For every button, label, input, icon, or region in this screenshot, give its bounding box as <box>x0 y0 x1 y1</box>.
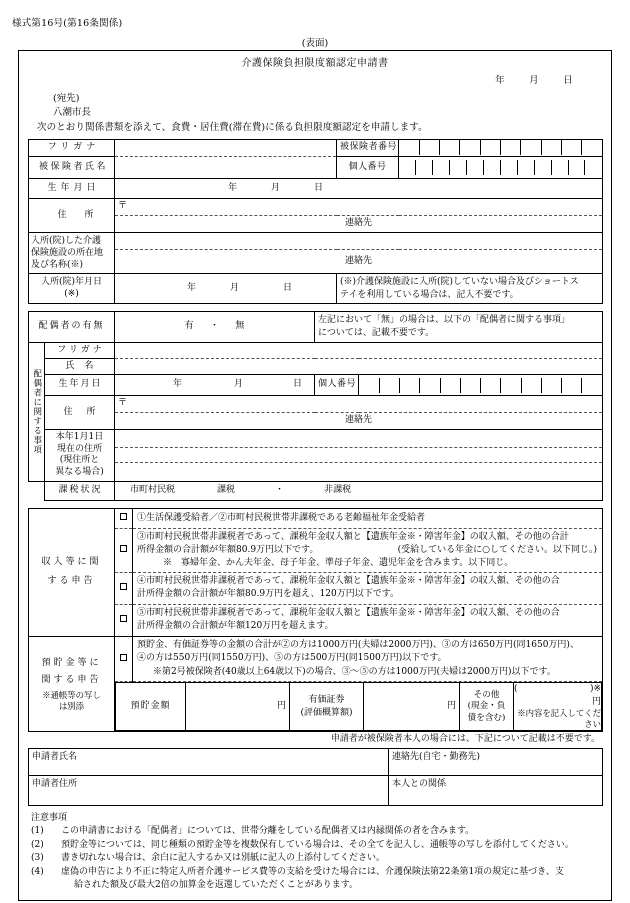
spouse-presence-note-line1: 左記において「無」の場合は、以下の「配偶者に関する事項」 <box>318 315 571 326</box>
label-insured-number: 被保険者番号 <box>337 139 399 156</box>
field-insured-name[interactable] <box>115 156 337 178</box>
addressee-name: 八潮市長 <box>53 107 92 119</box>
addressee-label: (宛先) <box>53 93 80 105</box>
row-spouse-contact <box>29 413 603 430</box>
label-address: 住所 <box>29 198 115 232</box>
num-cell[interactable] <box>481 378 501 393</box>
num-cell[interactable] <box>501 378 521 393</box>
spouse-section-vertical-label <box>29 342 45 481</box>
num-cell[interactable] <box>400 378 420 393</box>
income-item-2-line2a: 所得金額の合計額が年額80.9万円以下です。 <box>137 544 319 555</box>
lead-text: 次のとおり関係書類を添えて、食費・居住費(滞在費)に係る負担限度額認定を申請します。 <box>37 121 428 133</box>
num-cell[interactable] <box>379 378 399 393</box>
note-number: (4) <box>31 866 44 877</box>
spouse-my-number-cells <box>359 378 602 393</box>
num-cell[interactable] <box>521 140 541 155</box>
securities-label-line1: 有価証券 <box>308 694 345 705</box>
note-number: (3) <box>31 853 44 864</box>
date-line <box>19 72 611 91</box>
note-item <box>28 866 602 893</box>
checkbox-icon[interactable] <box>120 654 127 661</box>
num-cell[interactable] <box>517 160 534 175</box>
label-other <box>460 683 514 731</box>
label-securities <box>290 683 364 731</box>
income-item-3-line1: ④市町村民税世帯非課税者であって、課税年金収入額と【遺族年金※・障害年金】の収入額、その他の合 <box>137 575 560 586</box>
income-label-line2: する申告 <box>47 576 96 587</box>
income-item-2-text <box>133 528 603 572</box>
field-spouse-contact[interactable] <box>115 413 603 430</box>
income-item-3-text <box>133 572 603 604</box>
income-item-2-line3: ※ 寡婦年金、かん夫年金、母子年金、準母子年金、遺児年金を含みます。以下同じ。 <box>163 557 514 568</box>
option-tax-exempt[interactable]: 非課税 <box>324 485 352 496</box>
date-day[interactable]: 日 <box>563 74 573 86</box>
num-cell[interactable] <box>359 378 379 393</box>
label-tax-status: 課税状況 <box>45 481 115 500</box>
spouse-birth-day: 日 <box>293 379 303 390</box>
spouse-presence-note <box>315 312 603 342</box>
checkbox-income-2[interactable] <box>115 528 133 572</box>
row-spouse-tax-status <box>29 481 603 500</box>
label-spouse-my-number: 個人番号 <box>315 375 359 396</box>
row-spouse-presence <box>29 312 603 342</box>
num-cell[interactable] <box>450 160 467 175</box>
spouse-presence-note-line2: については、記載不要です。 <box>318 327 435 338</box>
jan1-address-line3[interactable] <box>115 463 602 477</box>
checkbox-income-4[interactable] <box>115 604 133 636</box>
note-text-line2: 給された額及び最大2倍の加算金を返還していただくことがあります。 <box>74 880 359 891</box>
note-text: 書き切れない場合は、余白に記入するか又は別紙に記入の上添付してください。 <box>61 853 386 864</box>
row-facility <box>29 232 603 249</box>
jan1-line2: 現在の住所 <box>57 443 103 454</box>
spouse-birth-month: 月 <box>234 379 244 390</box>
savings-statement-line2: ④の方は550万円(同1550万円)、⑤の方は500万円(同1500万円)以下です。 <box>137 653 447 664</box>
savings-label-line3: ※通帳等の写し <box>42 689 101 700</box>
row-savings-amounts <box>29 682 603 732</box>
savings-statement-line1: 預貯金、有価証券等の金額の合計が②の方は1000万円(夫婦は2000万円)、③の方は650万円(同1650万円)、 <box>137 639 579 650</box>
row-birthdate <box>29 178 603 198</box>
admission-note <box>337 274 603 304</box>
savings-amounts-wrapper <box>115 682 603 732</box>
jan1-address-line2[interactable] <box>115 448 602 463</box>
num-cell[interactable] <box>561 140 581 155</box>
field-facility-name[interactable] <box>115 232 603 249</box>
num-cell[interactable] <box>521 378 541 393</box>
admission-note-line1: (※)介護保険施設に入所(院)していない場合及びショートス <box>340 277 579 288</box>
checkbox-icon[interactable] <box>120 615 127 622</box>
field-spouse-presence[interactable] <box>115 312 315 342</box>
num-cell[interactable] <box>568 160 585 175</box>
savings-statement <box>133 636 603 682</box>
label-spouse-presence: 配偶者の有無 <box>29 312 115 342</box>
num-cell[interactable] <box>399 140 419 155</box>
label-contact: 連絡先 <box>345 415 373 426</box>
note-item <box>28 852 602 866</box>
checkbox-icon[interactable] <box>120 513 127 520</box>
row-spouse-jan1-address <box>29 430 603 482</box>
field-applicant-name[interactable] <box>29 748 389 775</box>
insured-table <box>28 139 603 305</box>
addressee-block <box>19 90 611 120</box>
label-applicant-address: 申請者住所 <box>32 778 78 789</box>
income-item-4-line2: 計所得金額の合計額が年額120万円を超えます。 <box>137 621 334 632</box>
label-spouse-jan1-address <box>45 430 115 482</box>
option-separator: ・ <box>210 321 220 332</box>
row-spouse-address <box>29 396 603 413</box>
row-applicant-address <box>29 775 603 805</box>
num-cell[interactable] <box>440 140 460 155</box>
row-spouse-birth <box>29 375 603 396</box>
securities-unit: 円 <box>446 701 456 712</box>
label-income-section <box>29 508 115 636</box>
num-cell[interactable] <box>500 140 520 155</box>
row-spouse-name <box>29 358 603 374</box>
num-cell[interactable] <box>551 160 568 175</box>
label-birthdate: 生年月日 <box>29 178 115 198</box>
other-label-line2: (現金・負 <box>467 701 506 712</box>
num-cell[interactable] <box>484 160 501 175</box>
field-applicant-relation[interactable] <box>389 775 603 805</box>
num-cell[interactable] <box>399 160 416 175</box>
row-facility-contact <box>29 250 603 274</box>
label-furigana: フリガナ <box>29 139 115 156</box>
notes-heading: 注意事項 <box>31 812 68 823</box>
savings-label-line4: は別添 <box>58 701 85 712</box>
label-contact: 連絡先 <box>344 255 372 266</box>
income-item-3-line2: 計所得金額の合計額が年額80.9万円を超え、120万円以下です。 <box>137 589 400 600</box>
option-taxed[interactable]: 課税 <box>217 485 236 496</box>
num-cell[interactable] <box>440 378 460 393</box>
field-spouse-jan1-address[interactable] <box>115 430 603 482</box>
field-spouse-name[interactable] <box>115 358 603 374</box>
income-item-4-line1: ⑤市町村民税世帯非課税者であって、課税年金収入額と【遺族年金※・障害年金】の収入額、その他の合 <box>137 607 560 618</box>
note-item <box>28 825 602 839</box>
savings-statement-line3: ※第2号被保険者(40歳以上64歳以下)の場合、③～⑤の方は1000万円(夫婦は2000万円)以下です。 <box>153 666 556 677</box>
applicant-table <box>28 748 603 806</box>
field-deposit-amount[interactable] <box>186 683 290 731</box>
field-applicant-contact[interactable] <box>389 748 603 775</box>
label-facility-line3: 及び名称(※) <box>31 260 84 271</box>
other-label-line3: 債を含む) <box>467 712 506 723</box>
row-income-item-1 <box>29 508 603 528</box>
num-cell[interactable] <box>433 160 450 175</box>
checkbox-savings[interactable] <box>115 636 133 682</box>
note-number: (2) <box>31 839 44 850</box>
field-facility-contact[interactable] <box>115 250 603 274</box>
note-text <box>61 866 602 893</box>
jan1-line4: 異なる場合) <box>55 467 104 478</box>
income-label-line1: 収入等に関 <box>41 556 102 567</box>
row-income-item-3 <box>29 572 603 604</box>
jan1-line1: 本年1月1日 <box>55 432 104 443</box>
other-paren-open: ( <box>514 684 518 695</box>
other-note: ※内容を記入してください <box>517 707 601 730</box>
num-cell[interactable] <box>541 140 561 155</box>
label-spouse-furigana: フリガナ <box>45 342 115 358</box>
field-spouse-birth[interactable] <box>115 375 315 396</box>
note-text: 預貯金等については、同じ種類の預貯金等を複数保有している場合は、その全てを記入し、通帳等の写しを添付してください。 <box>61 839 574 850</box>
notes-section <box>19 806 611 900</box>
form-code: 様式第16号(第16条関係) <box>12 18 123 29</box>
income-item-2-line1: ③市町村民税世帯非課税者であって、課税年金収入額と【遺族年金※・障害年金】の収入額、その他の合計 <box>137 531 569 542</box>
field-birthdate[interactable] <box>115 178 603 198</box>
num-cell[interactable] <box>460 378 480 393</box>
other-label-line1: その他 <box>473 689 500 700</box>
label-applicant-contact: 連絡先(自宅・勤務先) <box>392 751 481 762</box>
num-cell[interactable] <box>467 160 484 175</box>
birth-year: 年 <box>228 182 238 193</box>
row-income-item-4 <box>29 604 603 636</box>
num-cell[interactable] <box>420 378 440 393</box>
label-applicant-relation: 本人との関係 <box>392 778 447 789</box>
option-spouse-no[interactable]: 無 <box>235 321 245 332</box>
checkbox-income-1[interactable] <box>115 508 133 528</box>
num-cell[interactable] <box>500 160 517 175</box>
date-year[interactable]: 年 <box>495 74 505 86</box>
label-admission-line1: 入所(院)年月日 <box>40 277 103 288</box>
postal-mark-icon: 〒 <box>118 201 128 212</box>
label-insured-name: 被保険者氏名 <box>29 156 115 178</box>
num-cell[interactable] <box>419 140 439 155</box>
label-admission-date <box>29 274 115 304</box>
row-address-postal <box>29 198 603 215</box>
other-unit: 円 <box>591 696 601 707</box>
savings-label-line2: 関する申告 <box>41 675 102 686</box>
field-spouse-furigana[interactable] <box>115 342 603 358</box>
jan1-address-line1[interactable] <box>115 433 602 448</box>
label-my-number: 個人番号 <box>337 156 399 178</box>
note-item <box>28 839 602 853</box>
label-facility-line1: 入所(院)した介護 <box>31 235 102 246</box>
admission-note-line2: テイを利用している場合は、記入不要です。 <box>340 289 519 300</box>
income-item-2-line2b: (受給している年金に○してください。以下同じ。) <box>397 544 597 555</box>
num-cell[interactable] <box>562 378 582 393</box>
row-admission-date <box>29 274 603 304</box>
label-spouse-address: 住所 <box>45 396 115 430</box>
side-label: (表面) <box>301 38 329 49</box>
page-title: 介護保険負担限度額認定申請書 <box>241 58 389 69</box>
income-savings-table <box>28 508 603 733</box>
tax-municipal-label: 市町村民税 <box>130 485 176 496</box>
row-income-item-2 <box>29 528 603 572</box>
num-cell[interactable] <box>582 378 602 393</box>
field-my-number-grid[interactable] <box>399 156 603 178</box>
field-spouse-address-postal[interactable] <box>115 396 603 413</box>
option-separator: ・ <box>275 485 285 496</box>
label-spouse-name: 氏名 <box>45 358 115 374</box>
row-furigana <box>29 139 603 156</box>
spouse-table <box>28 311 603 500</box>
admission-month: 月 <box>230 283 240 294</box>
label-facility <box>29 232 115 273</box>
date-month[interactable]: 月 <box>529 74 539 86</box>
num-cell[interactable] <box>416 160 433 175</box>
label-applicant-name: 申請者氏名 <box>32 751 78 762</box>
securities-label-line2: (評価概算額) <box>300 707 353 718</box>
spouse-vertical-text: 配偶者に関する事項 <box>31 368 42 455</box>
label-spouse-birth: 生年月日 <box>45 375 115 396</box>
savings-label-line1: 預貯金等に <box>41 658 102 669</box>
note-number: (1) <box>31 826 44 837</box>
main-form-box <box>18 50 612 901</box>
label-admission-line2: (※) <box>64 288 79 299</box>
field-admission-date[interactable] <box>115 274 337 304</box>
spacer-cell <box>29 481 45 500</box>
other-paren-close: )※ <box>589 684 601 695</box>
jan1-line3: (現住所と <box>59 455 100 466</box>
field-furigana[interactable] <box>115 139 337 156</box>
my-number-cells <box>399 160 602 175</box>
num-cell[interactable] <box>582 140 602 155</box>
spouse-birth-year: 年 <box>173 379 183 390</box>
label-deposit-amount: 預貯金額 <box>116 683 186 731</box>
birth-day: 日 <box>314 182 324 193</box>
label-savings-section <box>29 636 115 731</box>
admission-day: 日 <box>283 283 293 294</box>
postal-mark-icon: 〒 <box>118 398 128 409</box>
note-text: この申請書における「配偶者」については、世帯分離をしている配偶者又は内縁関係の者を含みます。 <box>61 826 475 837</box>
field-applicant-address[interactable] <box>29 775 389 805</box>
applicant-note: 申請者が被保険者本人の場合には、下記について記載は不要です。 <box>330 734 600 745</box>
note-text-line1: 虚偽の申告により不正に特定入所者介護サービス費等の支給を受けた場合には、介護保険法第22条第1項の規定に基づき、支 <box>61 866 564 877</box>
insured-number-cells <box>399 140 602 155</box>
birth-month: 月 <box>271 182 281 193</box>
deposit-unit: 円 <box>276 701 286 712</box>
field-tax-status[interactable] <box>115 481 603 500</box>
field-insured-number-grid[interactable] <box>399 139 603 156</box>
field-spouse-my-number-grid[interactable] <box>359 375 603 396</box>
num-cell[interactable] <box>534 160 551 175</box>
admission-year: 年 <box>187 283 197 294</box>
income-item-2-line2 <box>137 544 599 557</box>
row-spouse-furigana <box>29 342 603 358</box>
label-contact: 連絡先 <box>344 218 372 229</box>
field-address-postal[interactable] <box>115 198 603 215</box>
row-savings-statement <box>29 636 603 682</box>
num-cell[interactable] <box>541 378 561 393</box>
option-spouse-yes[interactable]: 有 <box>184 321 194 332</box>
row-insured-name <box>29 156 603 178</box>
field-other-amount[interactable] <box>514 683 602 731</box>
row-applicant-name <box>29 748 603 775</box>
num-cell[interactable] <box>480 140 500 155</box>
income-item-1-text: ①生活保護受給者／②市町村民税世帯非課税である老齢福祉年金受給者 <box>133 508 603 528</box>
field-address-contact[interactable] <box>115 215 603 232</box>
field-securities-amount[interactable] <box>364 683 460 731</box>
savings-amounts-table <box>115 682 602 731</box>
label-facility-line2: 保険施設の所在地 <box>31 247 104 258</box>
num-cell[interactable] <box>460 140 480 155</box>
checkbox-icon[interactable] <box>120 583 127 590</box>
checkbox-icon[interactable] <box>120 545 127 552</box>
num-cell[interactable] <box>585 160 602 175</box>
checkbox-income-3[interactable] <box>115 572 133 604</box>
income-item-4-text <box>133 604 603 636</box>
